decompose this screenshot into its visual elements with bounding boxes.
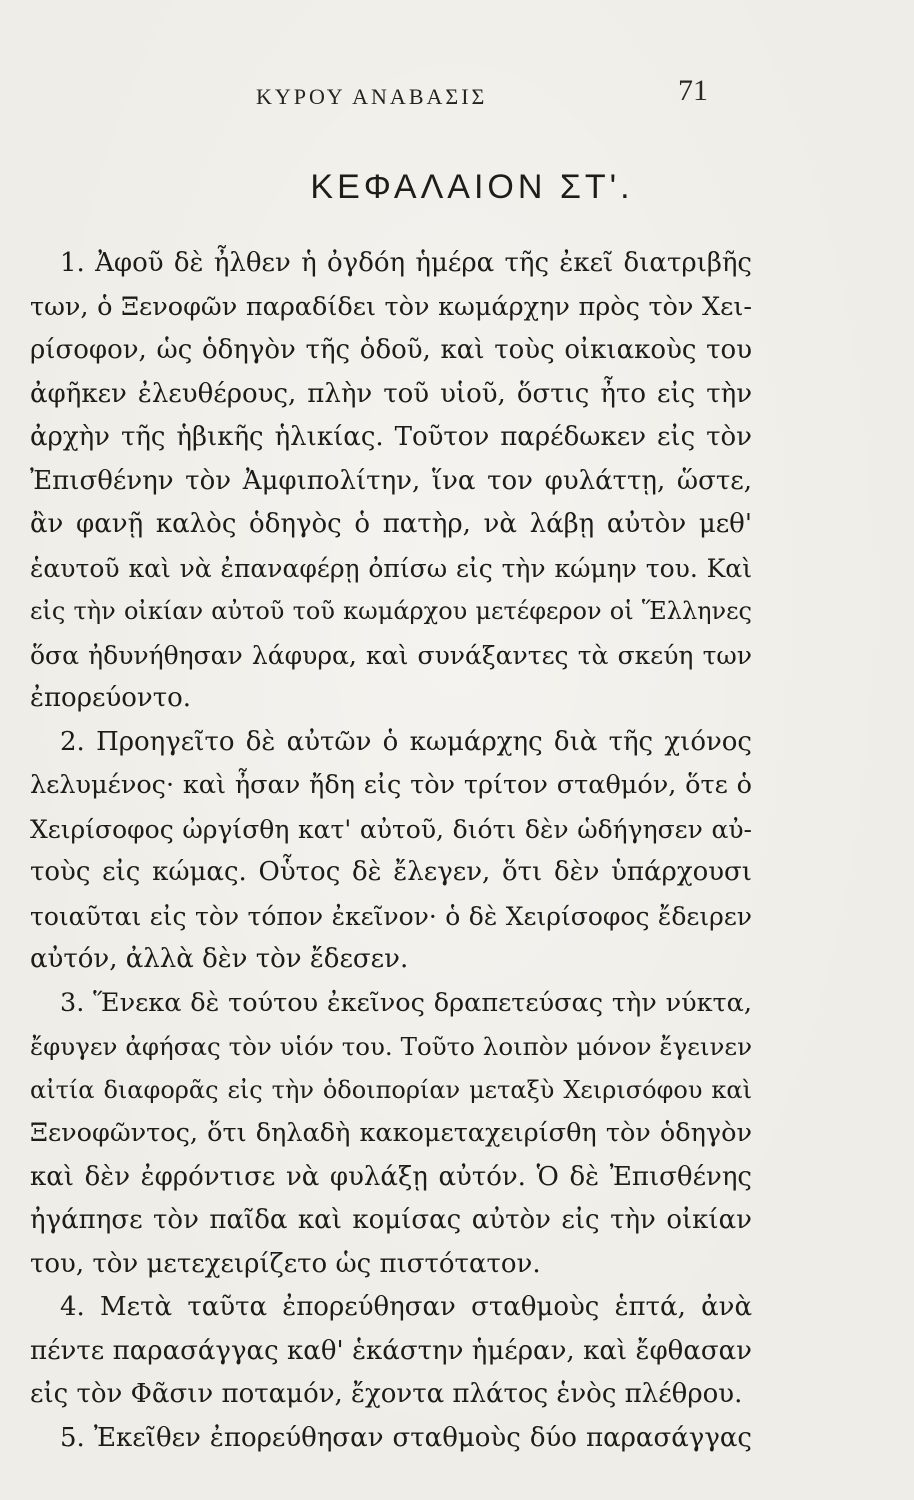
text-line: αὐτόν, ἀλλὰ δὲν τὸν ἔδεσεν. [30,944,409,974]
text-line: τοιαῦται εἰς τὸν τόπον ἐκεῖνον· ὁ δὲ Χειρίσοφος ἔδειρεν [30,901,752,931]
text-line: λελυμένος· καὶ ἦσαν ἤδη εἰς τὸν τρίτον σταθμόν, ὅτε ὁ [30,770,752,800]
page-number: 71 [678,74,708,107]
text-line: εἰς τὸν Φᾶσιν ποταμόν, ἔχοντα πλάτος ἑνὸς πλέθρου. [30,1379,743,1409]
text-line: ἑαυτοῦ καὶ νὰ ἐπαναφέρῃ ὀπίσω εἰς τὴν κώμην του. Καὶ [30,553,752,583]
text-line: ἐπορεύοντο. [30,683,192,713]
text-line: του, τὸν μετεχειρίζετο ὡς πιστότατον. [30,1248,541,1279]
text-line: εἰς τὴν οἰκίαν αὐτοῦ τοῦ κωμάρχου μετέφερον οἱ Ἕλληνες [30,597,752,625]
text-line: 4. Μετὰ ταῦτα ἐπορεύθησαν σταθμοὺς ἑπτά, ἀνὰ [60,1292,752,1322]
text-line: ἀφῆκεν ἐλευθέρους, πλὴν τοῦ υἱοῦ, ὅστις ἦτο εἰς τὴν [30,378,752,409]
text-line: 2. Προηγεῖτο δὲ αὐτῶν ὁ κωμάρχης διὰ τῆς χιόνος [60,726,752,757]
text-line: 1. Ἀφοῦ δὲ ἦλθεν ἡ ὀγδόη ἡμέρα τῆς ἐκεῖ διατριβῆς [60,248,752,278]
text-line: Χειρίσοφος ὠργίσθη κατ' αὐτοῦ, διότι δὲν ὡδήγησεν αὐ- [30,814,752,844]
text-line: ἀρχὴν τῆς ἡβικῆς ἡλικίας. Τοῦτον παρέδωκεν εἰς τὸν [30,422,752,452]
text-line: ἠγάπησε τὸν παῖδα καὶ κομίσας αὐτὸν εἰς τὴν οἰκίαν [30,1205,752,1235]
chapter-heading: ΚΕΦΑΛΑΙΟΝ ΣΤ'. [310,168,634,206]
text-line: ὅσα ἠδυνήθησαν λάφυρα, καὶ συνάξαντες τὰ σκεύη των [30,640,752,670]
running-head [0,74,914,124]
text-line: Ξενοφῶντος, ὅτι δηλαδὴ κακομεταχειρίσθη τὸν ὁδηγὸν [30,1118,752,1148]
text-line: των, ὁ Ξενοφῶν παραδίδει τὸν κωμάρχην πρὸς τὸν Χει- [30,291,752,322]
text-line: ἔφυγεν ἀφήσας τὸν υἱόν του. Τοῦτο λοιπὸν μόνον ἔγεινεν [30,1032,752,1061]
text-line: αἰτία διαφορᾶς εἰς τὴν ὁδοιπορίαν μεταξὺ Χειρισόφου καὶ [30,1075,752,1104]
text-line: πέντε παρασάγγας καθ' ἑκάστην ἡμέραν, καὶ ἔφθασαν [30,1335,752,1366]
text-line: 3. Ἕνεκα δὲ τούτου ἐκεῖνος δραπετεύσας τὴν νύκτα, [60,987,752,1018]
body-text [30,242,752,1460]
text-line: ρίσοφον, ὡς ὁδηγὸν τῆς ὁδοῦ, καὶ τοὺς οἰκιακοὺς του [30,335,752,365]
text-line: 5. Ἐκεῖθεν ἐπορεύθησαν σταθμοὺς δύο παρασάγγας [60,1422,752,1453]
text-line: τοὺς εἰς κώμας. Οὗτος δὲ ἔλεγεν, ὅτι δὲν ὑπάρχουσι [30,857,752,887]
running-title: ΚΥΡΟΥ ΑΝΑΒΑΣΙΣ [256,84,488,109]
text-line: καὶ δὲν ἐφρόντισε νὰ φυλάξῃ αὐτόν. Ὁ δὲ Ἐπισθένης [30,1161,752,1192]
text-line: ἂν φανῇ καλὸς ὁδηγὸς ὁ πατὴρ, νὰ λάβῃ αὐτὸν μεθ' [30,509,752,539]
text-line: Ἐπισθένην τὸν Ἀμφιπολίτην, ἵνα τον φυλάττῃ, ὥστε, [30,465,752,496]
